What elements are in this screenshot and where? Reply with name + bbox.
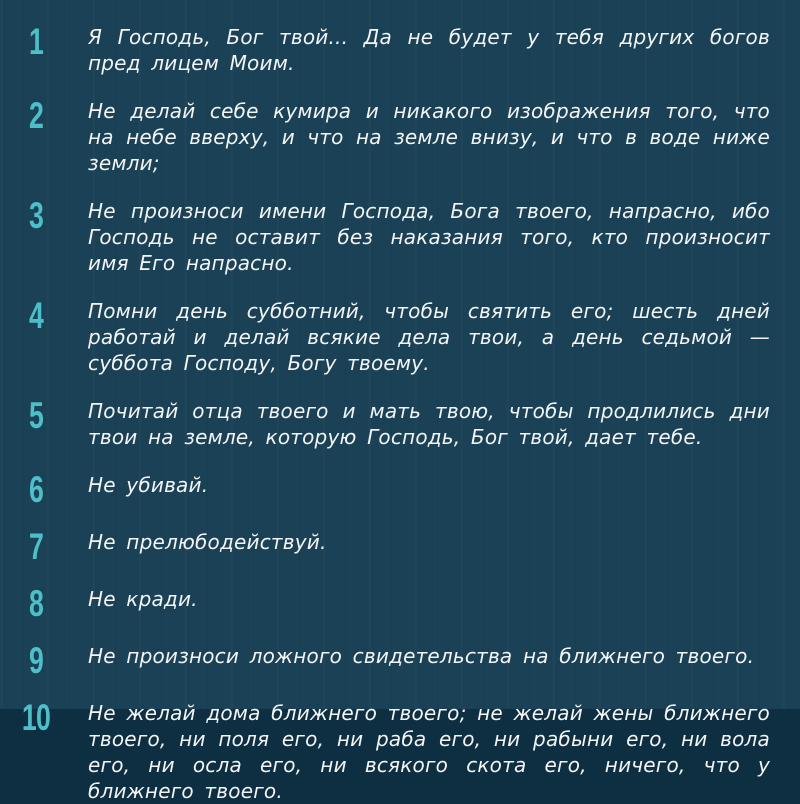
commandment-text: Помни день субботний, чтобы святить его; шесть дней работай и делай всякие дела твои, а день седьмой — суббота Господу, Богу твоему. bbox=[88, 299, 770, 375]
commandment-row bbox=[14, 21, 770, 76]
commandment-row bbox=[14, 195, 770, 276]
commandment-row bbox=[14, 395, 770, 450]
commandment-text: Не произноси ложного свидетельства на ближнего твоего. bbox=[88, 644, 755, 669]
commandment-number: 5 bbox=[28, 395, 44, 436]
commandment-number: 2 bbox=[28, 95, 44, 136]
commandment-number: 8 bbox=[28, 583, 44, 625]
commandment-number: 6 bbox=[28, 469, 44, 510]
commandment-row bbox=[14, 526, 770, 568]
commandment-number: 7 bbox=[28, 526, 44, 568]
commandment-text: Почитай отца твоего и мать твою, чтобы продлились дни твои на земле, которую Господь, Бог твой, дает тебе. bbox=[88, 399, 770, 449]
commandment-row bbox=[14, 95, 770, 176]
commandment-text: Не делай себе кумира и никакого изображения того, что на небе вверху, и что на земле внизу, и что в воде ниже земли; bbox=[88, 99, 770, 175]
commandment-row bbox=[14, 295, 770, 376]
commandment-row bbox=[14, 640, 770, 682]
commandment-text: Я Господь, Бог твой... Да не будет у тебя других богов пред лицем Моим. bbox=[88, 25, 770, 75]
commandments-list bbox=[14, 21, 770, 804]
commandment-text: Не кради. bbox=[88, 587, 198, 612]
commandment-number: 1 bbox=[28, 21, 44, 62]
commandment-text: Не прелюбодействуй. bbox=[88, 530, 327, 555]
commandment-row bbox=[14, 583, 770, 625]
commandment-number: 4 bbox=[28, 295, 44, 336]
commandment-text: Не убивай. bbox=[88, 473, 209, 497]
commandment-text: Не произноси имени Господа, Бога твоего, напрасно, ибо Господь не оставит без наказания того, кто произносит имя Его напрасно. bbox=[88, 199, 770, 275]
commandment-number: 10 bbox=[21, 697, 51, 739]
commandment-row bbox=[14, 469, 770, 510]
commandment-text: Не желай дома ближнего твоего; не желай жены ближнего твоего, ни поля его, ни раба его, ни рабыни его, ни вола его, ни осла его, ни всякого скота его, ничего, что у ближнего твоего. bbox=[88, 701, 770, 804]
commandment-number: 3 bbox=[28, 195, 44, 236]
commandment-number: 9 bbox=[28, 640, 44, 682]
commandment-row bbox=[14, 697, 770, 804]
